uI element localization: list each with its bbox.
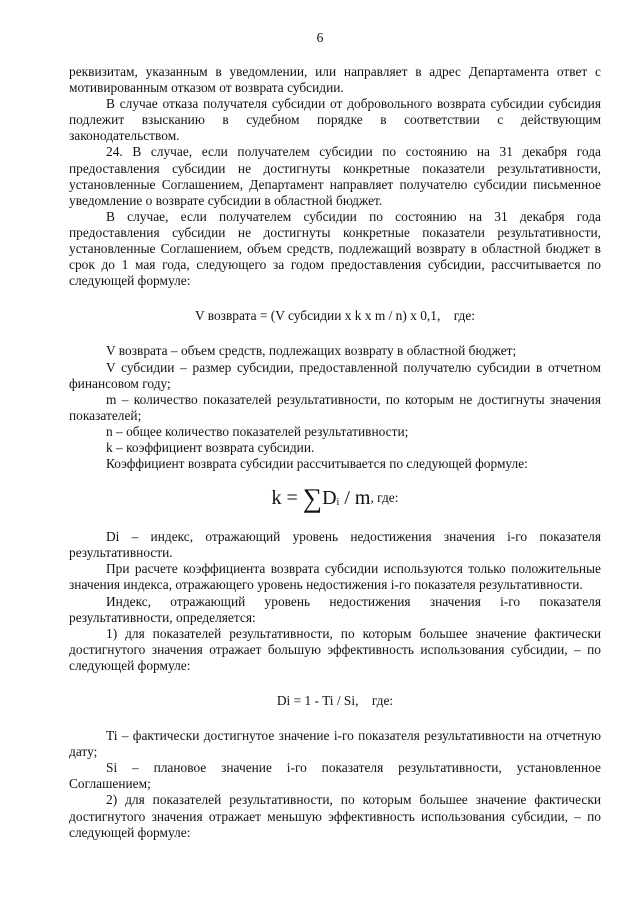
paragraph: реквизитам, указанным в уведомлении, или направляет в адрес Департамента ответ с мотивированным отказом от возврата субсидии. xyxy=(69,64,601,96)
formula-v-return: V возврата = (V субсидии x k x m / n) x 0,1, где: xyxy=(194,308,476,324)
formula-k-where: , где: xyxy=(370,490,399,506)
paragraph: m – количество показателей результативности, по которым не достигнуты значения показателей; xyxy=(69,391,601,423)
formula-k-divide: / m xyxy=(339,487,371,510)
paragraph: n – общее количество показателей результативности; xyxy=(106,423,409,439)
paragraph: 1) для показателей результативности, по которым большее значение фактически достигнутого значения отражает большую эффективность использования субсидии, – по следующей формуле: xyxy=(69,625,601,673)
paragraph: 2) для показателей результативности, по которым большее значение фактически достигнутого значения отражает меньшую эффективность использования субсидии, – по следующей формуле: xyxy=(69,792,601,840)
paragraph: Si – плановое значение i-го показателя результативности, установленное Соглашением; xyxy=(69,760,601,792)
paragraph: Коэффициент возврата субсидии рассчитывается по следующей формуле: xyxy=(106,456,528,472)
document-body xyxy=(69,64,601,841)
formula-k-symbol: k xyxy=(271,487,282,510)
paragraph: Индекс, отражающий уровень недостижения значения i-го показателя результативности, определяется: xyxy=(69,593,601,625)
formula-k xyxy=(69,482,601,512)
paragraph: При расчете коэффициента возврата субсидии используются только положительные значения индекса, отражающего уровень недостижения i-го показателя результативности. xyxy=(69,561,601,593)
paragraph: Ti – фактически достигнутое значение i-го показателя результативности на отчетную дату; xyxy=(69,728,601,760)
paragraph: 24. В случае, если получателем субсидии по состоянию на 31 декабря года предоставления субсидии не достигнуты конкретные показатели результативности, установленные Соглашением, Департамент направляет получателю субсидии письменное уведомление о возврате субсидии в областной бюджет. xyxy=(69,144,601,208)
sum-sign: ∑ xyxy=(302,483,323,514)
paragraph: В случае, если получателем субсидии по состоянию на 31 декабря года предоставления субсидии не достигнуты конкретные показатели результативности, установленные Соглашением, объем средств, подлежащий возврату в областной бюджет в срок до 1 мая года, следующего за годом предоставления субсидии, рассчитывается по следующей формуле: xyxy=(69,208,601,289)
formula-k-d: D xyxy=(322,487,337,510)
paragraph: V возврата – объем средств, подлежащих возврату в областной бюджет; xyxy=(106,343,517,359)
paragraph: k – коэффициент возврата субсидии. xyxy=(106,439,315,455)
formula-di: Di = 1 - Ti / Si, где: xyxy=(276,693,394,708)
paragraph: В случае отказа получателя субсидии от добровольного возврата субсидии субсидия подлежит взысканию в судебном порядке в соответствии с действующим законодательством. xyxy=(69,96,601,144)
formula-k-subscript: i xyxy=(336,497,340,509)
page-number: 6 xyxy=(316,30,324,45)
paragraph: V субсидии – размер субсидии, предоставленной получателю субсидии в отчетном финансовом году; xyxy=(69,359,601,391)
paragraph: Di – индекс, отражающий уровень недостижения значения i-го показателя результативности. xyxy=(69,529,601,561)
formula-k-equals: = xyxy=(281,487,303,510)
